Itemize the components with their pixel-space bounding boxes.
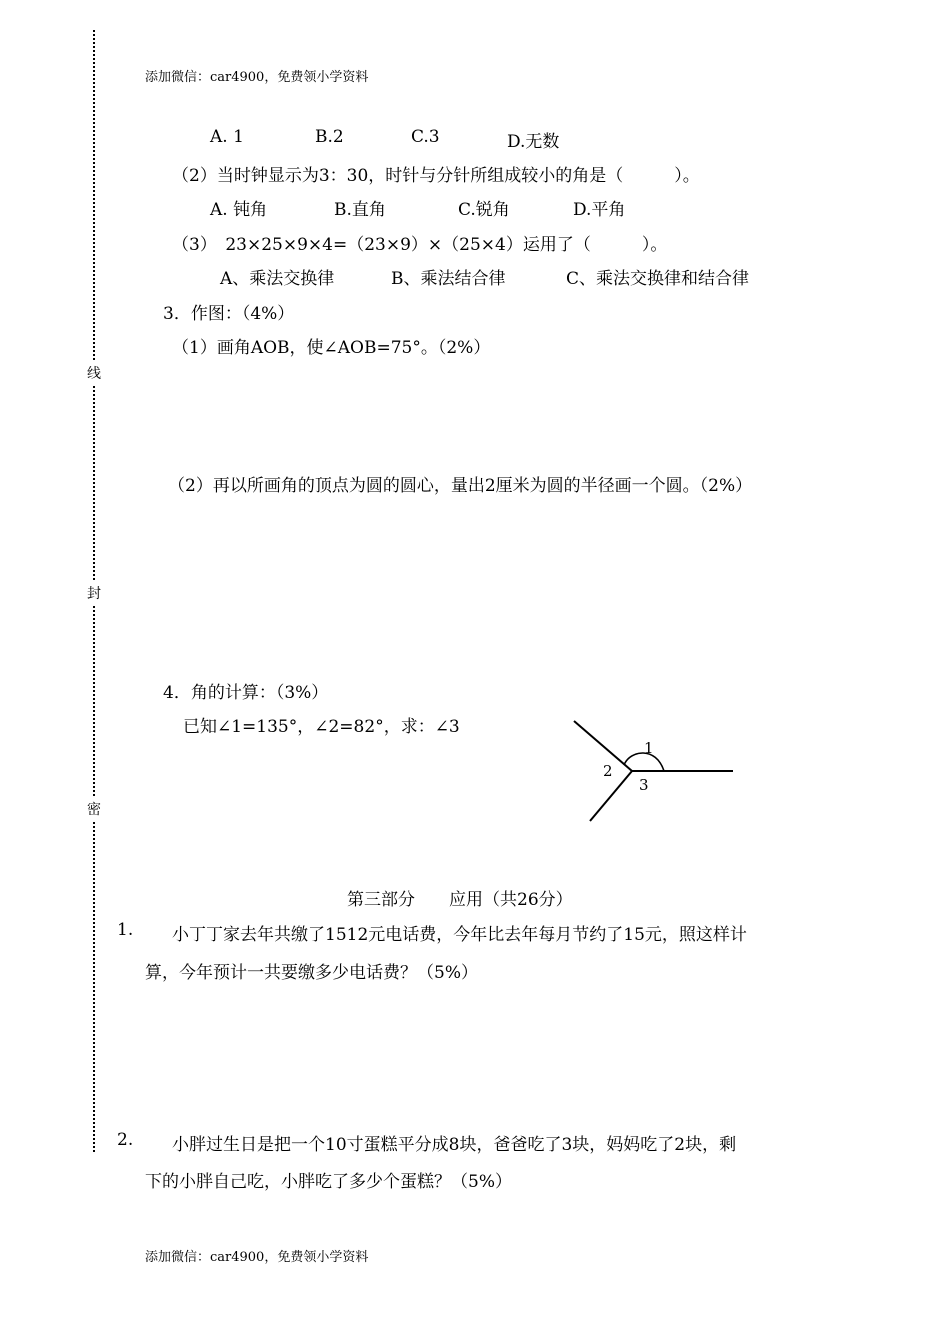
- drawing-title: 3．作图：（4%）: [163, 304, 295, 324]
- q1-option-b: B.2: [315, 127, 344, 147]
- margin-label-seal: 封: [84, 580, 104, 606]
- q2-option-c: C.锐角: [458, 200, 510, 220]
- problem2-line1: 小胖过生日是把一个10寸蛋糕平分成8块，爸爸吃了3块，妈妈吃了2块，剩: [172, 1135, 737, 1155]
- angle-calc-title: 4．角的计算：（3%）: [163, 683, 329, 703]
- problem2-line2: 下的小胖自己吃，小胖吃了多少个蛋糕？（5%）: [145, 1172, 512, 1192]
- problem1-number: 1.: [117, 920, 134, 940]
- drawing-part1: （1）画角AOB，使∠AOB=75°。（2%）: [172, 338, 491, 358]
- q2-option-a: A. 钝角: [210, 200, 268, 220]
- section3-title: 第三部分 应用（共26分）: [347, 890, 573, 910]
- problem2-number: 2.: [117, 1130, 134, 1150]
- drawing-part2: （2）再以所画角的顶点为圆的圆心，量出2厘米为圆的半径画一个圆。（2%）: [168, 476, 753, 496]
- problem1-line2: 算，今年预计一共要缴多少电话费？（5%）: [145, 963, 478, 983]
- margin-label-line: 线: [84, 360, 104, 386]
- angle-label-1: 1: [644, 739, 654, 757]
- margin-label-secret: 密: [84, 796, 104, 822]
- angle-calc-given: 已知∠1=135°，∠2=82°，求：∠3: [183, 717, 460, 737]
- q1-option-c: C.3: [411, 127, 440, 147]
- q3-option-a: A、乘法交换律: [220, 269, 335, 289]
- q3-stem: （3） 23×25×9×4=（23×9）×（25×4）运用了（ ）。: [172, 235, 668, 255]
- q1-option-d: D.无数: [507, 132, 560, 152]
- q2-stem: （2）当时钟显示为3：30，时针与分针所组成较小的角是（ ）。: [172, 166, 700, 186]
- page-footer: 添加微信：car4900，免费领小学资料: [145, 1250, 369, 1265]
- q2-option-b: B.直角: [334, 200, 386, 220]
- q2-option-d: D.平角: [573, 200, 626, 220]
- angle-label-2: 2: [603, 762, 613, 780]
- problem1-line1: 小丁丁家去年共缴了1512元电话费，今年比去年每月节约了15元，照这样计: [172, 925, 747, 945]
- page-header: 添加微信：car4900，免费领小学资料: [145, 70, 369, 85]
- q3-option-b: B、乘法结合律: [391, 269, 506, 289]
- angle-diagram: [560, 710, 750, 840]
- q3-option-c: C、乘法交换律和结合律: [566, 269, 750, 289]
- angle-label-3: 3: [639, 776, 649, 794]
- q1-option-a: A. 1: [210, 127, 244, 147]
